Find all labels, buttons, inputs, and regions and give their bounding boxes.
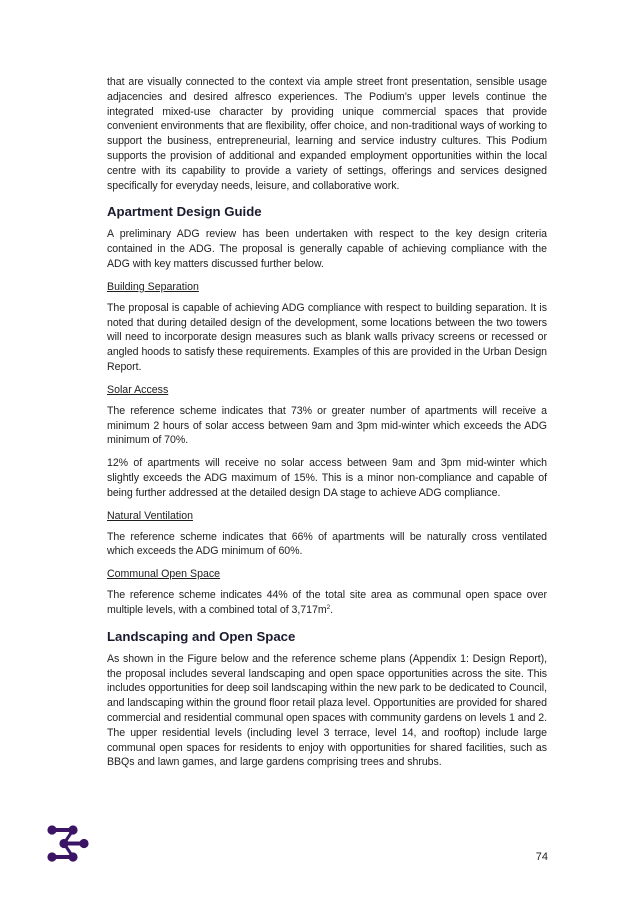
- brand-logo-icon: [46, 824, 90, 864]
- landscaping-heading: Landscaping and Open Space: [107, 628, 296, 644]
- communal-open-space-title: Communal Open Space: [107, 568, 221, 581]
- building-separation-text: The proposal is capable of achieving ADG compliance with respect to building separation. It is noted that during detailed design of the development, some locations between the two towers will need to incorporate design measures such as blank walls privacy screens or recessed or angled hoods to satisfy these requirements. Examples of this are provided in the Urban Design Report.: [107, 301, 547, 373]
- adg-intro: A preliminary ADG review has been undertaken with respect to the key design criteria contained in the ADG. The proposal is generally capable of achieving compliance with the ADG with key matters discussed further below.: [107, 228, 547, 270]
- adg-heading: Apartment Design Guide: [107, 204, 262, 220]
- solar-access-text-2: 12% of apartments will receive no solar access between 9am and 3pm mid-winter which slightly exceeds the ADG maximum of 15%. This is a minor non-compliance and capable of being further addressed at the detailed design DA stage to achieve ADG compliance.: [107, 457, 547, 499]
- superscript-2: 2: [326, 603, 331, 611]
- natural-ventilation-title: Natural Ventilation: [107, 509, 193, 522]
- page-body: [107, 75, 547, 778]
- intro-paragraph: that are visually connected to the context via ample street front presentation, sensible usage adjacencies and desired alfresco experiences. The Podium’s upper levels continue the integrated mixed-use character by providing unique commercial spaces that provide convenient environments that are flexibility, offer choice, and non-traditional ways of working to support the business, entrepreneurial, learning and service industry cultures. This Podium supports the provision of additional and expanded employment opportunities within the local centre with its capability to provide a variety of settings, offerings and services designed specifically for everyday needs, leisure, and collaborative work.: [107, 76, 547, 192]
- communal-open-space-main: The reference scheme indicates 44% of the total site area as communal open space over multiple levels, with a combined total of 3,717m: [107, 589, 547, 616]
- building-separation-title: Building Separation: [107, 280, 199, 293]
- communal-open-space-text: [107, 588, 547, 618]
- natural-ventilation-text: The reference scheme indicates that 66% of apartments will be naturally cross ventilated which exceeds the ADG minimum of 60%.: [107, 530, 547, 558]
- communal-open-space-end: .: [330, 603, 334, 616]
- solar-access-text-1: The reference scheme indicates that 73% or greater number of apartments will receive a minimum 2 hours of solar access between 9am and 3pm mid-winter which exceeds the ADG minimum of 70%.: [107, 404, 547, 447]
- solar-access-title: Solar Access: [107, 383, 169, 396]
- page-number: 74: [535, 851, 548, 863]
- landscaping-text: As shown in the Figure below and the reference scheme plans (Appendix 1: Design Report), the proposal includes several landscaping and open space opportunities across the site. This includes opportunities for deep soil landscaping within the new park to be dedicated to Council, and landscaping within the ground floor retail plaza level. Opportunities are provided for shared commercial and residential communal open spaces with community gardens on levels 1 and 2. The upper residential levels (including level 3 terrace, level 14, and rooftop) include large communal open spaces for residents to enjoy with opportunities for shared facilities, such as BBQs and lawn games, and large gardens comprising trees and shrubs.: [107, 652, 547, 769]
